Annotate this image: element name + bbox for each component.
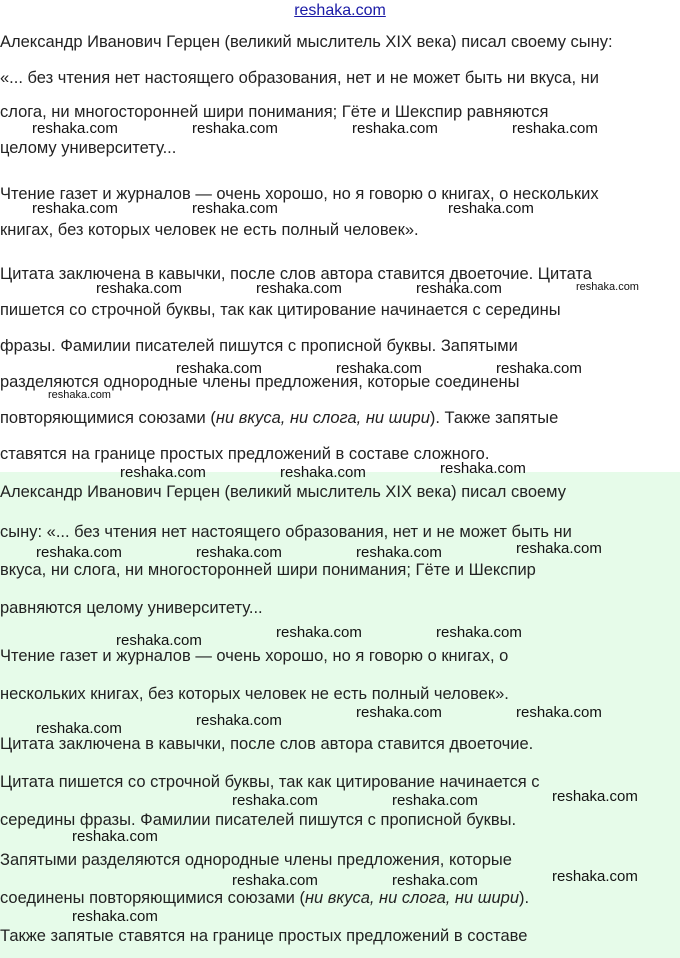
text-line: нескольких книгах, без которых человек не есть полный человек». <box>0 685 509 703</box>
text-segment: ). <box>519 889 530 907</box>
text-line: книгах, без которых человек не есть полный человек». <box>0 221 419 239</box>
watermark: reshaka.com <box>440 460 526 477</box>
watermark: reshaka.com <box>496 360 582 377</box>
watermark: reshaka.com <box>392 872 478 889</box>
text-line: Александр Иванович Герцен (великий мыслитель XIX века) писал своему сыну: <box>0 33 613 51</box>
watermark: reshaka.com <box>256 280 342 297</box>
text-segment: повторяющимися союзами ( <box>0 409 216 427</box>
text-line: середины фразы. Фамилии писателей пишутся с прописной буквы. <box>0 811 517 829</box>
watermark: reshaka.com <box>32 120 118 137</box>
watermark: reshaka.com <box>96 280 182 297</box>
text-line: Чтение газет и журналов — очень хорошо, но я говорю о книгах, о <box>0 647 509 665</box>
watermark: reshaka.com <box>120 464 206 481</box>
text-line: слога, ни многосторонней шири понимания; Гёте и Шекспир равняются <box>0 103 549 121</box>
watermark: reshaka.com <box>232 872 318 889</box>
watermark: reshaka.com <box>176 360 262 377</box>
watermark: reshaka.com <box>32 200 118 217</box>
watermark: reshaka.com <box>436 624 522 641</box>
watermark: reshaka.com <box>576 281 639 293</box>
text-line: Чтение газет и журналов — очень хорошо, но я говорю о книгах, о нескольких <box>0 185 599 203</box>
watermark: reshaka.com <box>356 544 442 561</box>
watermark: reshaka.com <box>36 544 122 561</box>
text-line: Запятыми разделяются однородные члены предложения, которые <box>0 851 512 869</box>
watermark: reshaka.com <box>196 544 282 561</box>
watermark: reshaka.com <box>280 464 366 481</box>
watermark: reshaka.com <box>448 200 534 217</box>
text-line: фразы. Фамилии писателей пишутся с прописной буквы. Запятыми <box>0 337 518 355</box>
watermark: reshaka.com <box>196 712 282 729</box>
watermark: reshaka.com <box>72 908 158 925</box>
text-line: равняются целому университету... <box>0 599 263 617</box>
watermark: reshaka.com <box>336 360 422 377</box>
watermark: reshaka.com <box>516 704 602 721</box>
watermark: reshaka.com <box>48 389 111 401</box>
text-line: сыну: «... без чтения нет настоящего образования, нет и не может быть ни <box>0 523 572 541</box>
watermark: reshaka.com <box>552 868 638 885</box>
text-line: «... без чтения нет настоящего образования, нет и не может быть ни вкуса, ни <box>0 69 599 87</box>
text-line: разделяются однородные члены предложения, которые соединены <box>0 373 520 391</box>
watermark: reshaka.com <box>552 788 638 805</box>
answer-block-1 <box>0 26 680 472</box>
watermark: reshaka.com <box>352 120 438 137</box>
text-line: целому университету... <box>0 139 177 157</box>
italic-example: ни вкуса, ни слога, ни шири <box>304 889 519 907</box>
watermark: reshaka.com <box>276 624 362 641</box>
watermark: reshaka.com <box>416 280 502 297</box>
text-line: Также запятые ставятся на границе простых предложений в составе <box>0 927 528 945</box>
text-line: ставятся на границе простых предложений в составе сложного. <box>0 445 490 463</box>
text-line: вкуса, ни слога, ни многосторонней шири понимания; Гёте и Шекспир <box>0 561 536 579</box>
text-segment: соединены повторяющимися союзами ( <box>0 889 305 907</box>
site-link[interactable]: reshaka.com <box>294 2 386 19</box>
text-line: пишется со строчной буквы, так как цитирование начинается с середины <box>0 301 561 319</box>
watermark: reshaka.com <box>192 120 278 137</box>
text-line <box>0 888 529 908</box>
text-line: Цитата заключена в кавычки, после слов автора ставится двоеточие. Цитата <box>0 265 592 283</box>
watermark: reshaka.com <box>392 792 478 809</box>
watermark: reshaka.com <box>192 200 278 217</box>
watermark: reshaka.com <box>232 792 318 809</box>
italic-example: ни вкуса, ни слога, ни шири <box>215 409 430 427</box>
text-line: Александр Иванович Герцен (великий мыслитель XIX века) писал своему <box>0 483 566 501</box>
watermark: reshaka.com <box>516 540 602 557</box>
watermark: reshaka.com <box>116 632 202 649</box>
text-line: Цитата пишется со строчной буквы, так как цитирование начинается с <box>0 773 540 791</box>
text-line <box>0 408 558 428</box>
text-segment: ). Также запятые <box>429 409 559 427</box>
text-line: Цитата заключена в кавычки, после слов автора ставится двоеточие. <box>0 735 534 753</box>
watermark: reshaka.com <box>72 828 158 845</box>
watermark: reshaka.com <box>36 720 122 737</box>
watermark: reshaka.com <box>356 704 442 721</box>
watermark: reshaka.com <box>512 120 598 137</box>
